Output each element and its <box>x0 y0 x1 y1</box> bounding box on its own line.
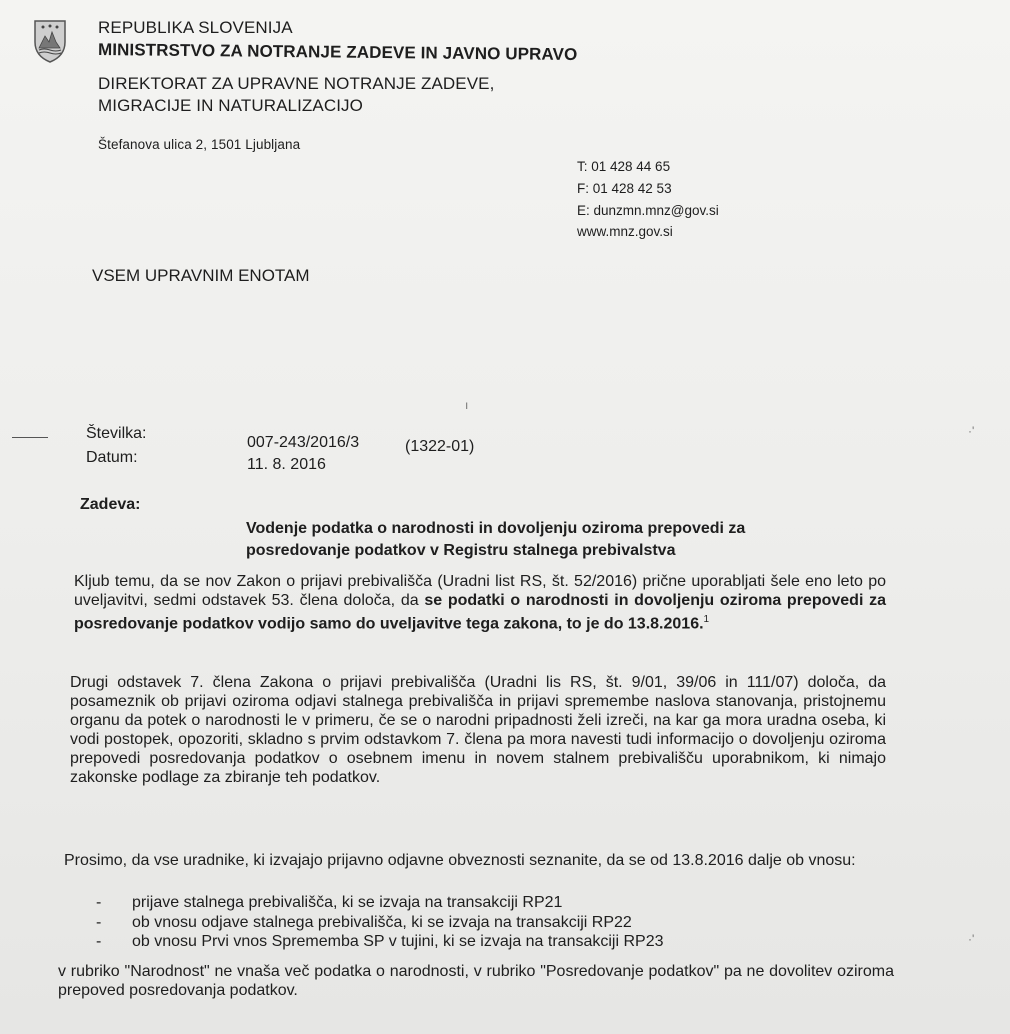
ministry-name: MINISTRSTVO ZA NOTRANJE ZADEVE IN JAVNO UPRAVO <box>97 40 578 65</box>
number-value: 007-243/2016/3 <box>247 434 360 451</box>
list-dash: - <box>96 913 102 931</box>
list-item <box>96 893 664 913</box>
number-label: Številka: <box>86 425 147 442</box>
date-value: 11. 8. 2016 <box>247 456 326 473</box>
date-label: Datum: <box>86 449 138 466</box>
directorate-line-1: DIREKTORAT ZA UPRAVNE NOTRANJE ZADEVE, <box>98 74 495 93</box>
paper-speck: ı <box>465 398 469 412</box>
paragraph-1-bold: se podatki o narodnosti in dovoljenju oziroma prepovedi za posredovanje podatkov vodijo samo do uveljavitve tega zakona, to je do 13.8.2016 <box>74 592 886 633</box>
recipient: VSEM UPRAVNIM ENOTAM <box>92 266 310 285</box>
contact-web: www.mnz.gov.si <box>577 224 673 239</box>
address: Štefanova ulica 2, 1501 Ljubljana <box>98 137 301 152</box>
number-code: (1322-01) <box>405 438 475 455</box>
paragraph-1-period: . <box>699 615 704 633</box>
list-item-text: ob vnosu odjave stalnega prebivališča, ki se izvaja na transakciji RP22 <box>132 913 632 931</box>
paragraph-1-text: Kljub temu, da se nov Zakon o prijavi prebivališča (Uradni list RS, št. 52/2016) prične uporabljati šele eno leto po uveljavitvi, sedmi odstavek 53. člena določa, da <box>74 573 886 609</box>
subject-label: Zadeva: <box>80 496 141 513</box>
footnote-marker: 1 <box>703 614 710 625</box>
contact-fax: F: 01 428 42 53 <box>577 181 672 196</box>
list-item-text: ob vnosu Prvi vnos Sprememba SP v tujini, ki se izvaja na transakciji RP23 <box>132 933 664 950</box>
slovenia-coat-of-arms-icon <box>30 18 70 64</box>
list-item <box>96 932 664 952</box>
fold-mark <box>12 437 48 438</box>
list-dash: - <box>96 894 102 911</box>
paragraph-4: v rubriko "Narodnost" ne vnaša več podatka o narodnosti, v rubriko "Posredovanje podatkov" pa ne dovolitev oziroma prepoved posredovanja podatkov. <box>58 963 894 999</box>
paper-speck: ·' <box>968 424 975 438</box>
transaction-list <box>96 893 664 952</box>
contact-phone: T: 01 428 44 65 <box>577 159 671 174</box>
paragraph-1 <box>74 572 886 633</box>
list-dash: - <box>96 933 102 950</box>
paragraph-3: Prosimo, da vse uradnike, ki izvajajo prijavno odjavne obveznosti seznanite, da se od 13.8.2016 dalje ob vnosu: <box>64 852 856 869</box>
list-item-text: prijave stalnega prebivališča, ki se izvaja na transakciji RP21 <box>132 894 563 911</box>
subject-text: Vodenje podatka o narodnosti in dovoljenju oziroma prepovedi za posredovanje podatkov v Registru stalnega prebivalstva <box>246 520 746 559</box>
paper-speck: ·' <box>968 932 975 946</box>
republic-name: REPUBLIKA SLOVENIJA <box>98 18 293 37</box>
contact-email: E: dunzmn.mnz@gov.si <box>577 203 719 218</box>
directorate-line-2: MIGRACIJE IN NATURALIZACIJO <box>98 96 363 115</box>
list-item <box>96 913 664 933</box>
paragraph-2: Drugi odstavek 7. člena Zakona o prijavi prebivališča (Uradni lis RS, št. 9/01, 39/06 in 111/07) določa, da posameznik ob prijavi oziroma odjavi stalnega prebivališča in prijavi spremembe naslova stanovanja, pristojnemu organu da potek o narodnosti le v primeru, če se o narodni pripadnosti želi izreči, na kar ga mora uradna oseba, ki vodi postopek, opozoriti, skladno s prvim odstavkom 7. člena pa mora navesti tudi informacijo o dovoljenju oziroma prepovedi posredovanja podatkov o osebnem imenu in novem stalnem prebivališču uporabnikom, ki nimajo zakonske podlage za zbiranje teh podatkov. <box>70 674 886 786</box>
